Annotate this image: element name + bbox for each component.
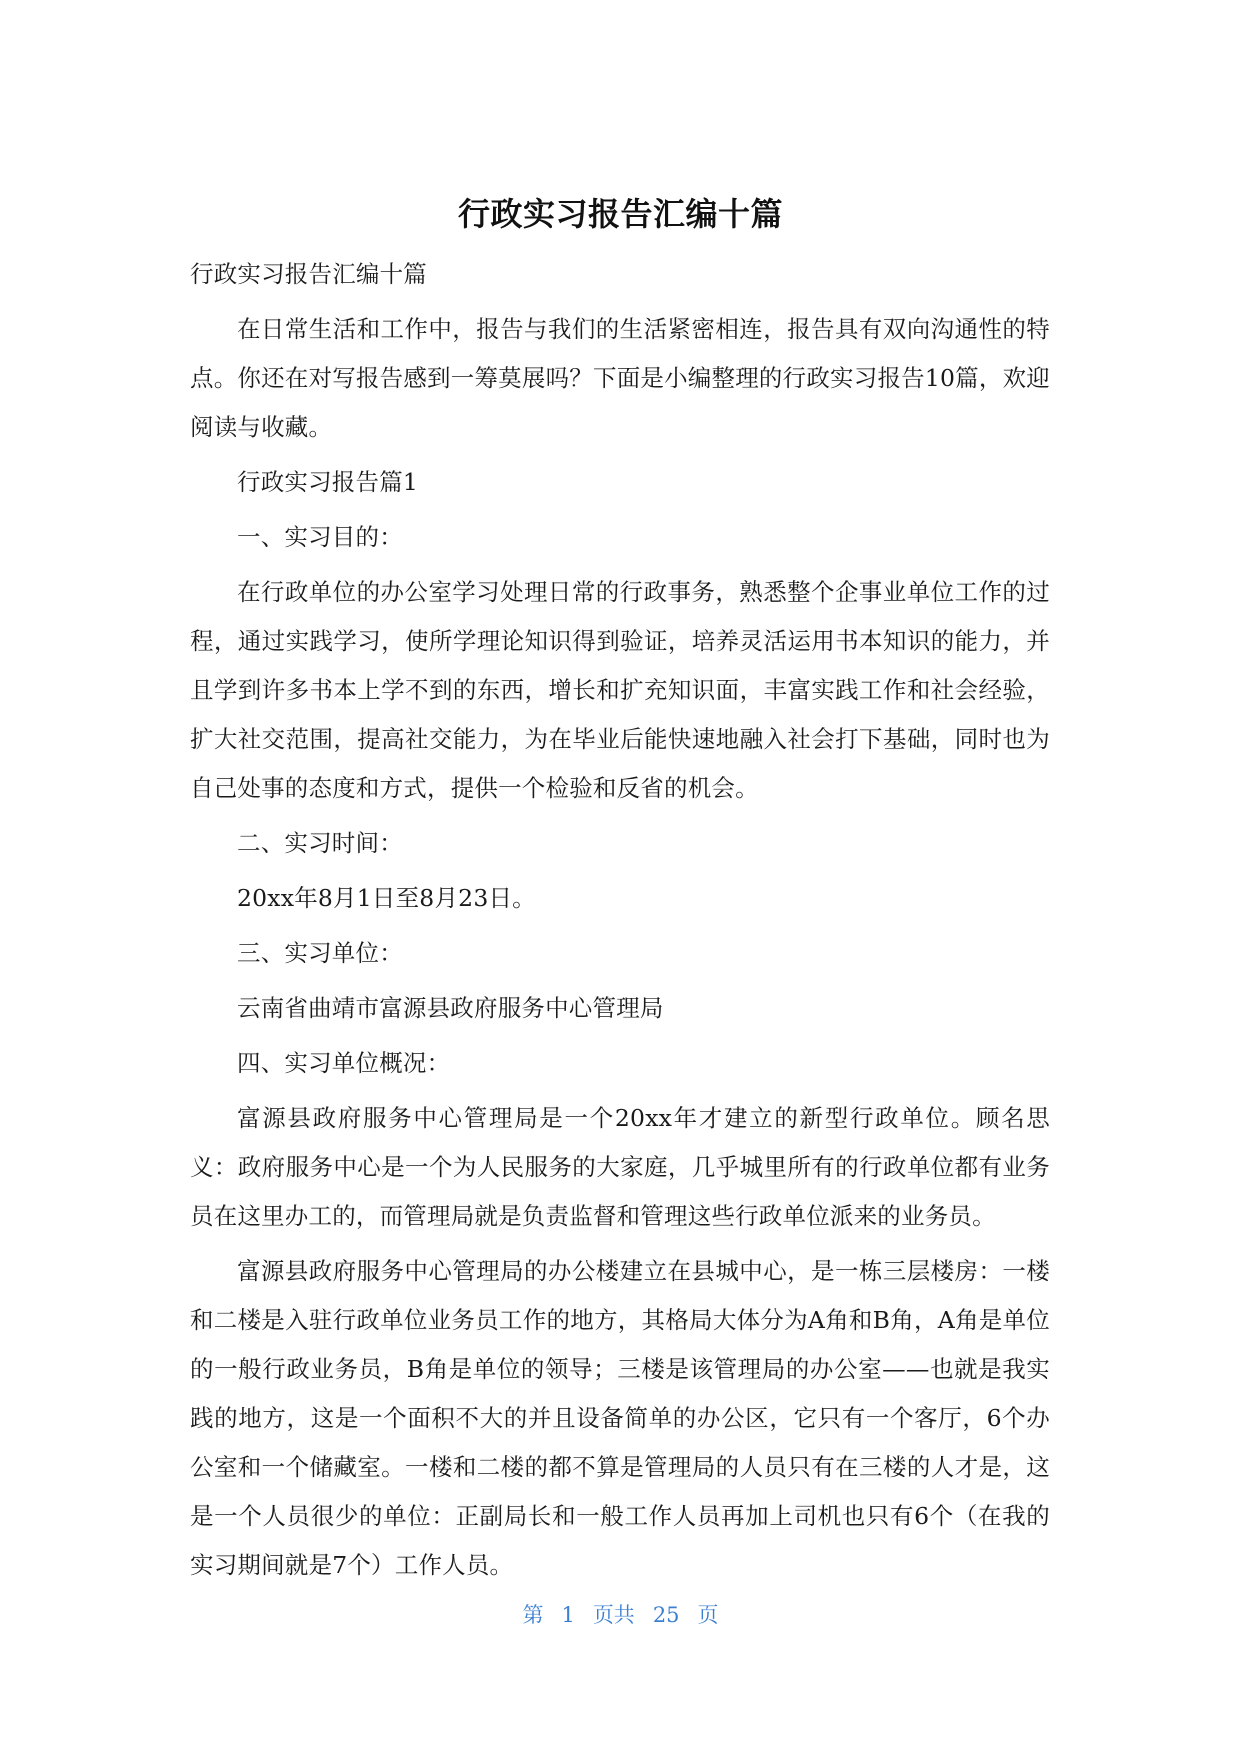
paragraph-heading-overview: 四、实习单位概况： <box>237 1049 451 1077</box>
document-body <box>190 250 1050 1596</box>
paragraph-unit: 云南省曲靖市富源县政府服务中心管理局 <box>237 994 664 1022</box>
paragraph-intro: 在日常生活和工作中，报告与我们的生活紧密相连，报告具有双向沟通性的特点。你还在对写报告感到一筹莫展吗？下面是小编整理的行政实习报告10篇，欢迎阅读与收藏。 <box>190 315 1050 441</box>
footer-suffix: 页 <box>697 1603 719 1627</box>
paragraph-heading-unit: 三、实习单位： <box>237 939 403 967</box>
footer-prefix: 第 <box>522 1603 544 1627</box>
paragraph-heading-purpose: 一、实习目的： <box>237 523 403 551</box>
paragraph-section-heading: 行政实习报告篇1 <box>237 468 419 496</box>
footer-middle: 页共 <box>592 1603 635 1627</box>
document-title: 行政实习报告汇编十篇 <box>457 195 783 233</box>
page-footer <box>0 1600 1241 1630</box>
paragraph-overview-2: 富源县政府服务中心管理局的办公楼建立在县城中心，是一栋三层楼房：一楼和二楼是入驻行政单位业务员工作的地方，其格局大体分为A角和B角，A角是单位的一般行政业务员，B角是单位的领导；三楼是该管理局的办公室——也就是我实践的地方，这是一个面积不大的并且设备简单的办公区，它只有一个客厅，6个办公室和一个储藏室。一楼和二楼的都不算是管理局的人员只有在三楼的人才是，这是一个人员很少的单位：正副局长和一般工作人员再加上司机也只有6个（在我的实习期间就是7个）工作人员。 <box>190 1257 1050 1579</box>
paragraph-heading-time: 二、实习时间： <box>237 829 403 857</box>
footer-page-number: 1 <box>561 1603 575 1627</box>
paragraph-purpose: 在行政单位的办公室学习处理日常的行政事务，熟悉整个企事业单位工作的过程，通过实践学习，使所学理论知识得到验证，培养灵活运用书本知识的能力，并且学到许多书本上学不到的东西，增长和扩充知识面，丰富实践工作和社会经验，扩大社交范围，提高社交能力，为在毕业后能快速地融入社会打下基础，同时也为自己处事的态度和方式，提供一个检验和反省的机会。 <box>190 578 1050 802</box>
paragraph-time: 20xx年8月1日至8月23日。 <box>237 884 536 912</box>
paragraph-subtitle: 行政实习报告汇编十篇 <box>190 260 427 288</box>
paragraph-overview-1: 富源县政府服务中心管理局是一个20xx年才建立的新型行政单位。顾名思义：政府服务中心是一个为人民服务的大家庭，几乎城里所有的行政单位都有业务员在这里办工的，而管理局就是负责监督和管理这些行政单位派来的业务员。 <box>190 1104 1050 1230</box>
footer-total-pages: 25 <box>652 1603 680 1627</box>
